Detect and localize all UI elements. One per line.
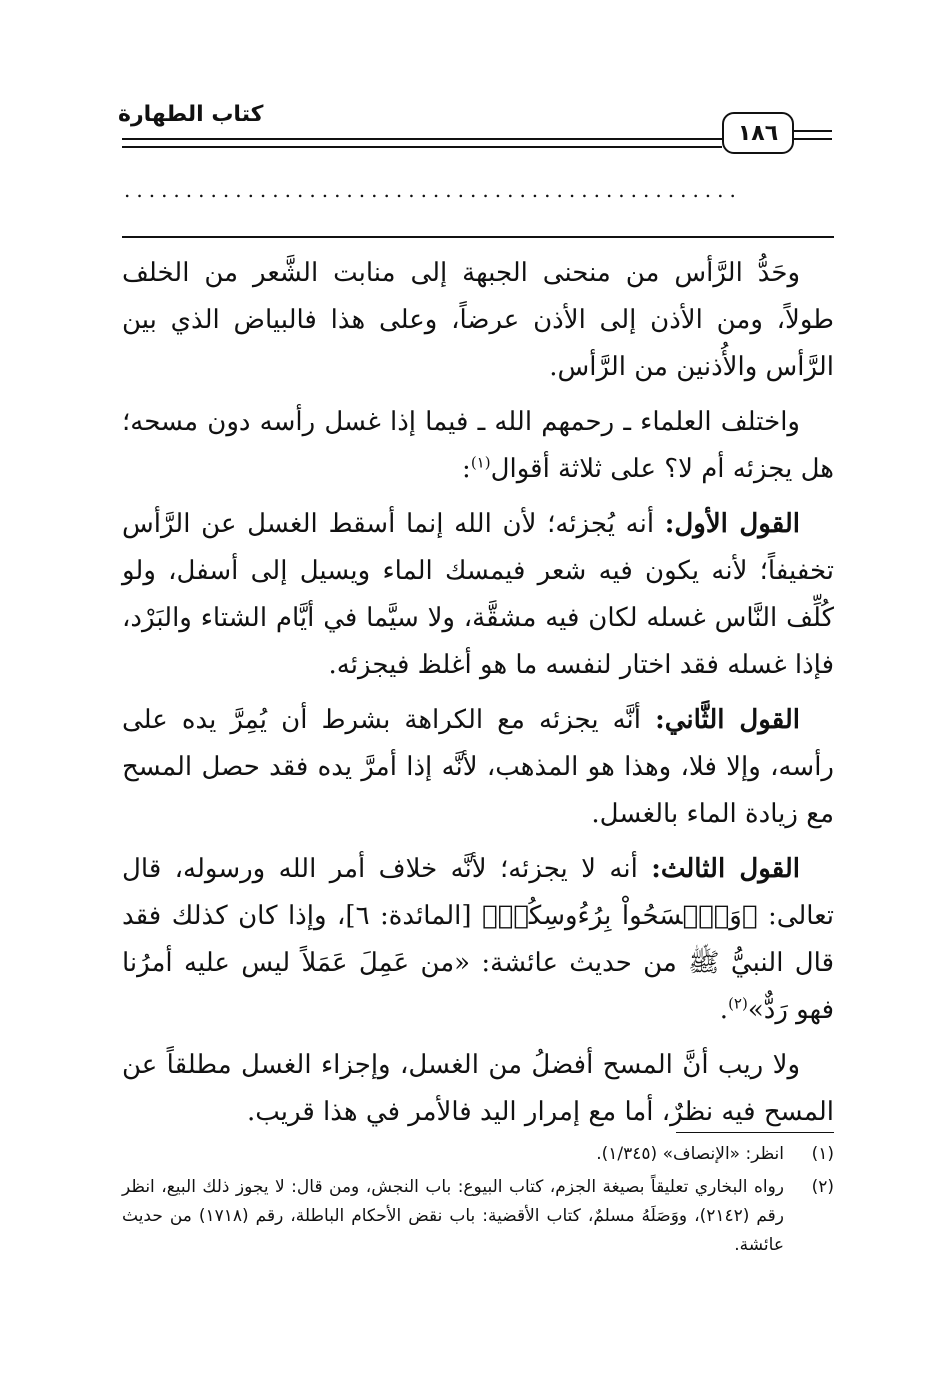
opinion-text: أنه يُجزئه؛ لأن الله إنما أسقط الغسل عن الرَّأس تخفيفاً؛ لأنه يكون فيه شعر فيمسك الماء ويسيل إلى أسفل، ولو كُلِّف النَّاس غسله لكان فيه مشقَّة، ولا سيَّما في أيَّام الشتاء والبَرْد، فإذا غسله فقد اختار لنفسه ما هو أغلظ فيجزئه. — [122, 509, 834, 680]
dotted-separator: .................................................. — [124, 178, 742, 202]
opinion-heading: القول الأول: — [664, 509, 800, 539]
footnote-rule — [676, 1132, 834, 1133]
footnote-text: رواه البخاري تعليقاً بصيغة الجزم، كتاب البيوع: باب النجش، ومن قال: لا يجوز ذلك البيع، انظر رقم (٢١٤٢)، ووَصَلَهُ مسلمٌ، كتاب الأقضية: باب نقض الأحكام الباطلة، رقم (١٧١٨) من حديث عائشة. — [122, 1177, 785, 1255]
paragraph-end: : — [462, 454, 471, 484]
paragraph-conclusion: ولا ريب أنَّ المسح أفضلُ من الغسل، وإجزاء الغسل مطلقاً عن المسح فيه نظرٌ، أما مع إمرار اليد فالأمر في هذا قريب. — [122, 1050, 834, 1127]
paragraph-text: واختلف العلماء ـ رحمهم الله ـ فيما إذا غسل رأسه دون مسحه؛ هل يجزئه أم لا؟ على ثلاثة أقوال — [122, 407, 834, 484]
opinion-heading: القول الثَّاني: — [655, 705, 800, 735]
paragraph-disagreement — [122, 399, 834, 493]
paragraph-second-opinion — [122, 697, 834, 838]
page-number: ١٨٦ — [722, 112, 794, 154]
footnote-ref-2: (٢) — [728, 994, 748, 1013]
paragraph-head-definition: وحَدُّ الرَّأس من منحنى الجبهة إلى منابت الشَّعر من الخلف طولاً، ومن الأذن إلى الأذن عرضاً، وعلى هذا فالبياض الذي بين الرَّأس والأُذنين من الرَّأس. — [122, 258, 834, 382]
footnote-ref-1: (١) — [470, 453, 491, 472]
footnote-2 — [122, 1173, 834, 1260]
footnote-1 — [122, 1140, 834, 1169]
paragraph-first-opinion — [122, 501, 834, 689]
footnote-number: (٢) — [811, 1177, 834, 1197]
footnote-text: انظر: «الإنصاف» (١/٣٤٥). — [596, 1144, 784, 1164]
book-title: كتاب الطهارة — [118, 102, 264, 127]
footnotes — [122, 1140, 834, 1264]
opinion-text: أنَّه يجزئه مع الكراهة بشرط أن يُمِرَّ يده على رأسه، وإلا فلا، وهذا هو المذهب، لأنَّه إذا أمرَّ يده فقد حصل المسح مع زيادة الماء بالغسل. — [122, 705, 834, 829]
header-double-rule — [122, 138, 722, 148]
opinion-text: أنه لا يجزئه؛ لأنَّه خلاف أمر الله ورسوله، قال تعالى: ﴿وَٱمۡسَحُواْ بِرُءُوسِكُمۡ﴾ [المائدة: ٦]، وإذا كان كذلك فقد قال النبيُّ ﷺ من حديث عائشة: «من عَمِلَ عَمَلاً ليس عليه أمرُنا فهو رَدٌّ» — [122, 854, 834, 1025]
paragraph-third-opinion — [122, 846, 834, 1034]
separator-rule — [122, 236, 834, 238]
footnote-number: (١) — [811, 1144, 834, 1164]
header-double-rule-short — [792, 130, 832, 140]
main-text — [122, 250, 834, 1144]
opinion-heading: القول الثالث: — [651, 854, 801, 884]
paragraph-end: . — [719, 995, 729, 1025]
